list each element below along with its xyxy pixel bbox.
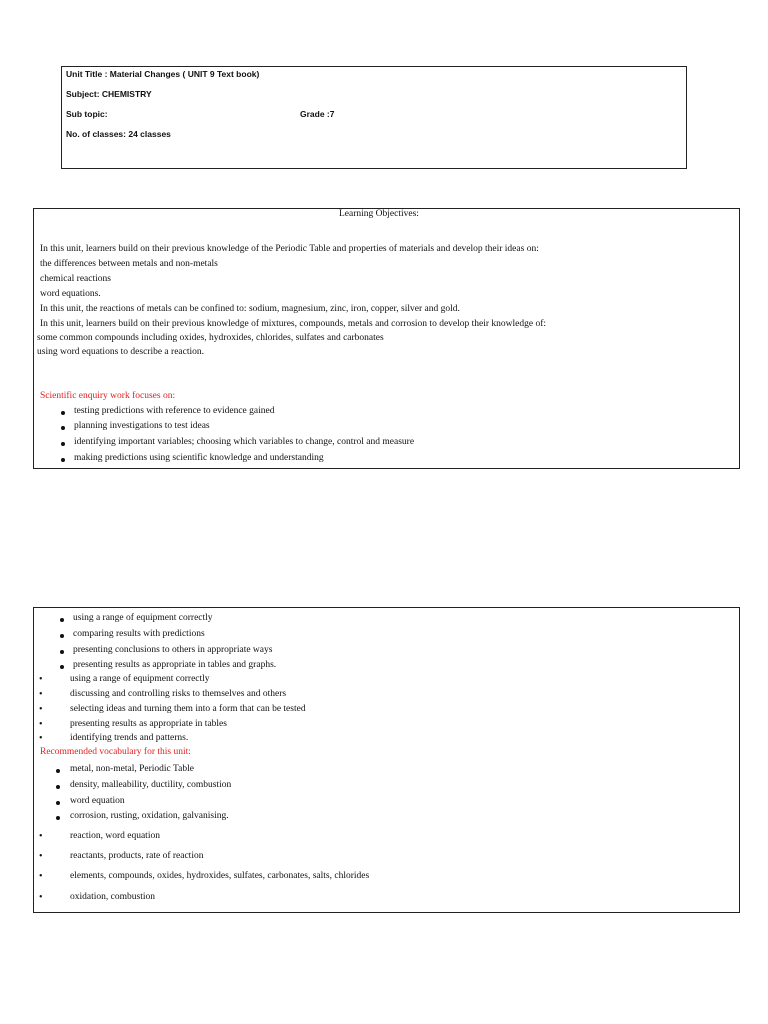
bullet-icon	[56, 769, 60, 773]
objective-line: chemical reactions	[40, 274, 111, 284]
objective-line: In this unit, learners build on their previous knowledge of the Periodic Table and properties of materials and develop their ideas on:	[40, 244, 539, 254]
vocab-item: reaction, word equation	[70, 831, 160, 841]
skill-item: presenting results as appropriate in tables and graphs.	[73, 660, 277, 670]
bullet-char: •	[39, 851, 43, 862]
bullet-char: •	[39, 871, 43, 882]
bullet-char: •	[39, 831, 43, 842]
vocabulary-heading: Recommended vocabulary for this unit:	[40, 747, 191, 757]
vocab-item: word equation	[70, 796, 125, 806]
objectives-heading: Learning Objectives:	[339, 209, 419, 219]
subject: Subject: CHEMISTRY	[66, 89, 152, 99]
bullet-icon	[61, 411, 65, 415]
objective-line: using word equations to describe a reaction.	[37, 347, 204, 357]
sub-topic: Sub topic:	[66, 109, 108, 119]
skill-item: identifying trends and patterns.	[70, 733, 189, 743]
vocab-item: reactants, products, rate of reaction	[70, 851, 204, 861]
bullet-char: •	[39, 733, 43, 744]
skill-item: using a range of equipment correctly	[70, 674, 210, 684]
bullet-char: •	[39, 719, 43, 730]
bullet-char: •	[39, 689, 43, 700]
enquiry-heading: Scientific enquiry work focuses on:	[40, 391, 176, 401]
bullet-char: •	[39, 674, 43, 685]
vocab-item: metal, non-metal, Periodic Table	[70, 764, 194, 774]
skill-item: presenting results as appropriate in tables	[70, 719, 227, 729]
number-of-classes: No. of classes: 24 classes	[66, 129, 171, 139]
objective-line: In this unit, learners build on their previous knowledge of mixtures, compounds, metals and corrosion to develop their knowledge of:	[40, 319, 547, 329]
bullet-icon	[60, 650, 64, 654]
grade: Grade :7	[300, 109, 335, 119]
unit-info-box	[61, 66, 687, 169]
vocab-item: density, malleability, ductility, combustion	[70, 780, 232, 790]
enquiry-item: identifying important variables; choosing which variables to change, control and measure	[74, 437, 415, 447]
bullet-icon	[56, 785, 60, 789]
objective-line: In this unit, the reactions of metals can be confined to: sodium, magnesium, zinc, iron, copper, silver and gold.	[40, 304, 460, 314]
bullet-icon	[61, 458, 65, 462]
bullet-icon	[56, 801, 60, 805]
skill-item: discussing and controlling risks to themselves and others	[70, 689, 287, 699]
vocab-item: elements, compounds, oxides, hydroxides, sulfates, carbonates, salts, chlorides	[70, 871, 370, 881]
skill-item: presenting conclusions to others in appropriate ways	[73, 645, 273, 655]
continuation-box	[33, 607, 740, 913]
enquiry-item: testing predictions with reference to evidence gained	[74, 406, 275, 416]
bullet-icon	[60, 665, 64, 669]
unit-title: Unit Title : Material Changes ( UNIT 9 Text book)	[66, 69, 260, 79]
bullet-icon	[60, 618, 64, 622]
bullet-icon	[60, 634, 64, 638]
objective-line: some common compounds including oxides, hydroxides, chlorides, sulfates and carbonates	[37, 333, 384, 343]
learning-objectives-box	[33, 208, 740, 469]
bullet-icon	[61, 426, 65, 430]
skill-item: selecting ideas and turning them into a form that can be tested	[70, 704, 306, 714]
skill-item: comparing results with predictions	[73, 629, 205, 639]
objective-line: word equations.	[40, 289, 101, 299]
skill-item: using a range of equipment correctly	[73, 613, 213, 623]
vocab-item: oxidation, combustion	[70, 892, 155, 902]
bullet-char: •	[39, 704, 43, 715]
bullet-icon	[56, 816, 60, 820]
enquiry-item: planning investigations to test ideas	[74, 421, 210, 431]
bullet-char: •	[39, 892, 43, 903]
enquiry-item: making predictions using scientific knowledge and understanding	[74, 453, 324, 463]
vocab-item: corrosion, rusting, oxidation, galvanising.	[70, 811, 229, 821]
objective-line: the differences between metals and non-metals	[40, 259, 218, 269]
bullet-icon	[61, 442, 65, 446]
